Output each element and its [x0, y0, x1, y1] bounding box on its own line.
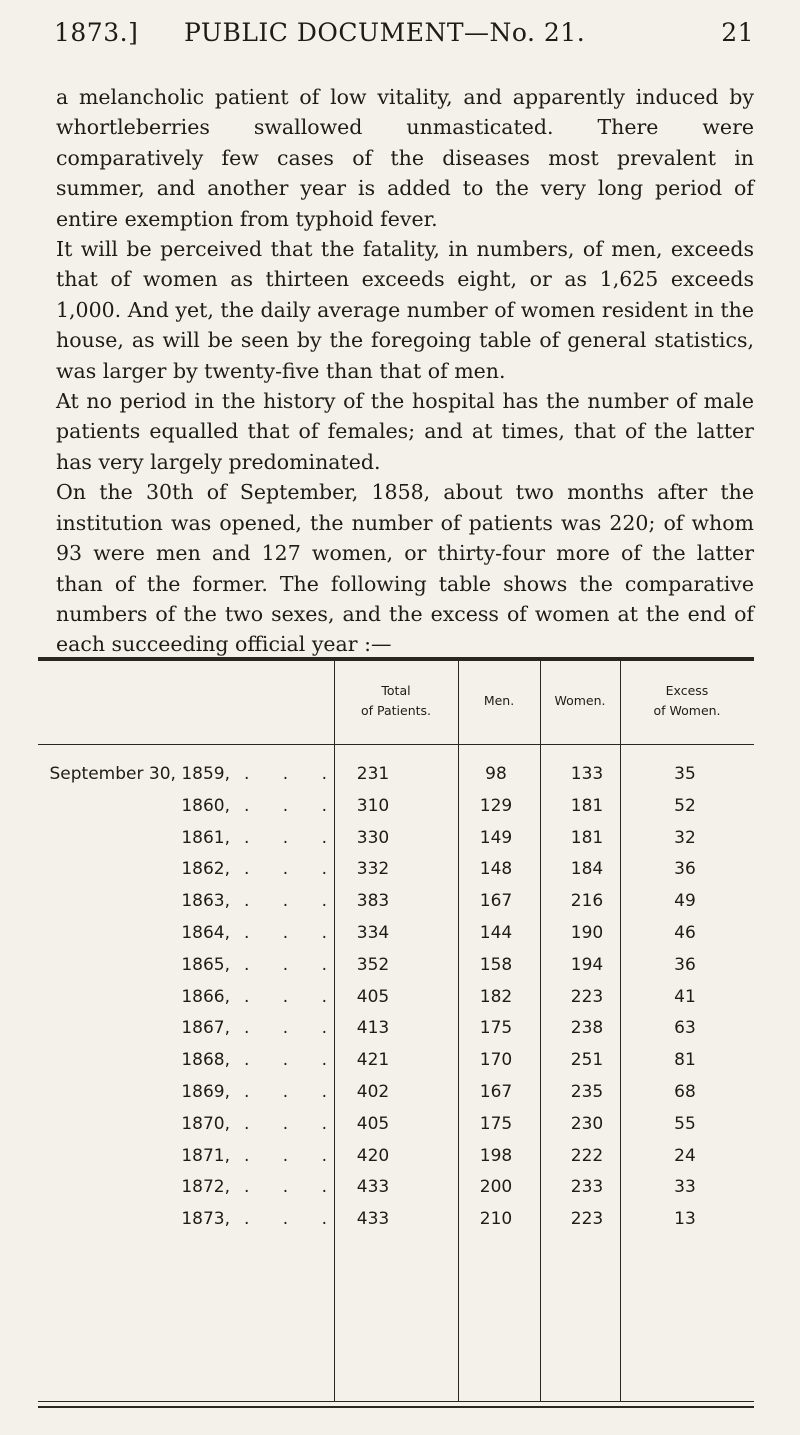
- paragraph: On the 30th of September, 1858, about two months after the institution was opened, the number of patients was 220; of whom 93 were men and 127 women, or thirty-four more of the latter than of the former. The following table shows the comparative numbers of the two sexes, and the excess of women at the end of each succeeding official year :—: [56, 480, 754, 657]
- table-row: 1862, . . . 332 148 184 36: [181, 859, 696, 880]
- table-row: 1865, . . . 352 158 194 36: [181, 954, 696, 975]
- table-row: 1871, . . . 420 198 222 24: [181, 1145, 696, 1166]
- table-row: 1869, . . . 402 167 235 68: [181, 1081, 696, 1102]
- header-title: PUBLIC DOCUMENT—No. 21.: [184, 18, 586, 47]
- table-row: 1872, . . . 433 200 233 33: [181, 1177, 696, 1198]
- table-row: 1864, . . . 334 144 190 46: [181, 922, 696, 943]
- table-body: [38, 764, 754, 1241]
- column-header-men: Men.: [483, 693, 515, 708]
- table-row: 1863, . . . 383 167 216 49: [181, 891, 696, 912]
- table-bottom-rule: [38, 1401, 754, 1402]
- paragraph: a melancholic patient of low vitality, and apparently induced by whortleberries swallowed unmasticated. There were comparatively few cases of the diseases most prevalent in summer, and another year is added to the very long period of entire exemption from typhoid fever.: [56, 85, 754, 231]
- table-row: 1867, . . . 413 175 238 63: [181, 1018, 696, 1039]
- column-header-excess: Excess of Women.: [653, 683, 721, 718]
- patients-by-sex-table: [38, 657, 754, 1414]
- header-year: 1873.]: [54, 18, 139, 47]
- table-row: 1860, . . . 310 129 181 52: [181, 795, 696, 816]
- page-number: 21: [721, 18, 754, 47]
- table-top-rule: [38, 657, 754, 661]
- column-header-total: Total of Patients.: [360, 683, 432, 718]
- table-bottom-rule: [38, 1406, 754, 1408]
- table-row: September 30, 1859, . . . 231 98 133 35: [49, 764, 696, 784]
- table-row: 1868, . . . 421 170 251 81: [181, 1050, 696, 1071]
- header-rule: [38, 744, 754, 745]
- table-row: 1861, . . . 330 149 181 32: [181, 827, 696, 848]
- paragraph: At no period in the history of the hospital has the number of male patients equalled that of females; and at times, that of the latter has very largely predominated.: [56, 389, 754, 474]
- table-row: 1870, . . . 405 175 230 55: [181, 1113, 696, 1134]
- table-row: 1866, . . . 405 182 223 41: [181, 986, 696, 1007]
- running-header: [54, 18, 754, 58]
- table-row: 1873, . . . 433 210 223 13: [181, 1209, 696, 1230]
- paragraph: It will be perceived that the fatality, in numbers, of men, exceeds that of women as thirteen exceeds eight, or as 1,625 exceeds 1,000. And yet, the daily average number of women resident in the house, as will be seen by the foregoing table of general statistics, was larger by twenty-five than that of men.: [56, 237, 754, 383]
- column-header-women: Women.: [554, 693, 606, 708]
- body-text: [56, 82, 754, 660]
